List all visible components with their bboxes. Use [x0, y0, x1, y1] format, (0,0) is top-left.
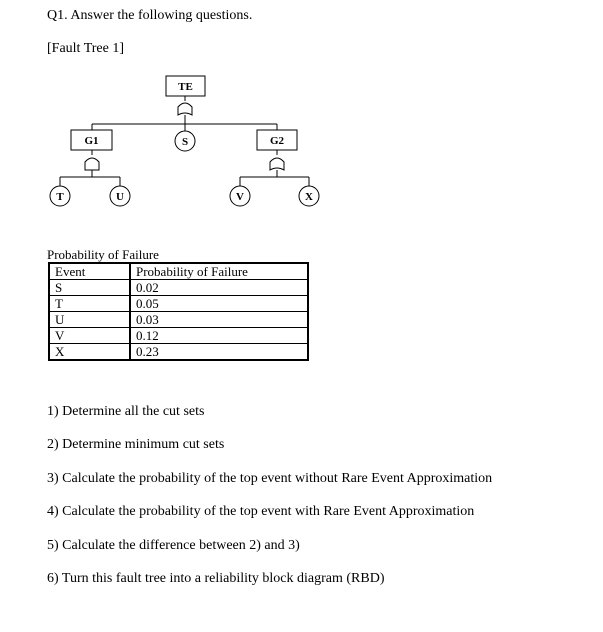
cell-probability: 0.05: [130, 296, 308, 312]
cell-probability: 0.02: [130, 280, 308, 296]
cell-probability: 0.03: [130, 312, 308, 328]
event-u-label: U: [116, 191, 124, 203]
or-gate-icon: [178, 103, 192, 115]
header-event: Event: [49, 263, 130, 280]
g1-label: G1: [84, 135, 99, 147]
fault-tree-diagram: [0, 0, 603, 240]
table-header-row: [49, 263, 308, 280]
section-label: [Fault Tree 1]: [47, 41, 124, 56]
cell-event: V: [49, 328, 130, 344]
cell-event: X: [49, 344, 130, 361]
question-1: 1) Determine all the cut sets: [47, 404, 205, 419]
event-t-label: T: [56, 191, 64, 203]
question-title: Q1. Answer the following questions.: [47, 8, 253, 23]
question-6: 6) Turn this fault tree into a reliability block diagram (RBD): [47, 571, 385, 586]
header-probability: Probability of Failure: [130, 263, 308, 280]
event-s-label: S: [181, 136, 189, 148]
event-v-label: V: [236, 191, 244, 203]
table-row: [49, 344, 308, 361]
probability-table: [48, 262, 309, 361]
cell-event: U: [49, 312, 130, 328]
te-label: TE: [178, 81, 193, 93]
event-x-label: X: [305, 191, 313, 203]
question-2: 2) Determine minimum cut sets: [47, 437, 225, 452]
g2-label: G2: [269, 135, 285, 147]
question-3: 3) Calculate the probability of the top event without Rare Event Approximation: [47, 471, 493, 486]
cell-event: T: [49, 296, 130, 312]
cell-probability: 0.23: [130, 344, 308, 361]
table-row: [49, 280, 308, 296]
or-gate-icon: [270, 158, 284, 170]
cell-probability: 0.12: [130, 328, 308, 344]
cell-event: S: [49, 280, 130, 296]
table-caption: Probability of Failure: [47, 247, 159, 262]
question-5: 5) Calculate the difference between 2) and 3): [47, 538, 300, 553]
and-gate-icon: [85, 158, 99, 170]
table-row: [49, 296, 308, 312]
question-4: 4) Calculate the probability of the top event with Rare Event Approximation: [47, 504, 475, 519]
table-row: [49, 328, 308, 344]
table-row: [49, 312, 308, 328]
